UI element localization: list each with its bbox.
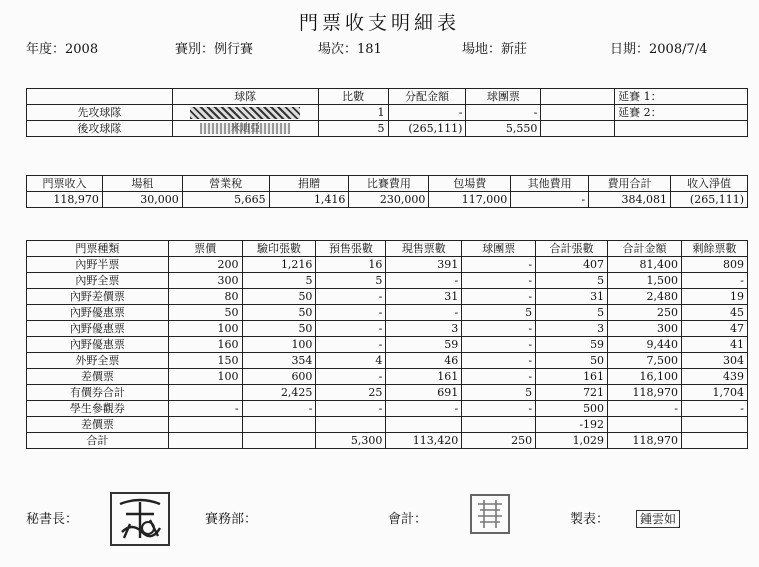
ticket-cell: - bbox=[316, 305, 386, 321]
ticket-cell: 161 bbox=[536, 369, 608, 385]
ticket-cell: 5 bbox=[462, 305, 536, 321]
ticket-header-row bbox=[27, 241, 748, 257]
ticket-cell: 100 bbox=[168, 321, 242, 337]
ticket-cell bbox=[681, 433, 747, 449]
finance-table bbox=[26, 175, 748, 208]
team-table bbox=[26, 88, 748, 137]
ticket-cell: 100 bbox=[242, 337, 316, 353]
ticket-cell: 80 bbox=[168, 289, 242, 305]
ticket-cell: 59 bbox=[536, 337, 608, 353]
postpone-2: 延賽 2： bbox=[615, 105, 748, 121]
ticket-cell: - bbox=[316, 337, 386, 353]
ticket-cell: - bbox=[462, 337, 536, 353]
ticket-cell: - bbox=[462, 273, 536, 289]
ticket-cell: - bbox=[242, 401, 316, 417]
ticket-type: 差價票 bbox=[27, 417, 169, 433]
ticket-cell bbox=[316, 417, 386, 433]
info-venue: 場地：新莊 bbox=[462, 42, 528, 57]
ticket-cell: - bbox=[168, 401, 242, 417]
ticket-row bbox=[27, 353, 748, 369]
ticket-row bbox=[27, 305, 748, 321]
ticket-cell: - bbox=[681, 273, 747, 289]
ticket-cell bbox=[462, 417, 536, 433]
ticket-header: 門票種類 bbox=[27, 241, 169, 257]
ticket-cell: 25 bbox=[316, 385, 386, 401]
finance-header: 收入淨值 bbox=[671, 176, 748, 192]
ticket-cell: 50 bbox=[242, 289, 316, 305]
ticket-cell: - bbox=[608, 401, 682, 417]
finance-header: 場租 bbox=[102, 176, 182, 192]
header-score: 比數 bbox=[318, 89, 388, 105]
postpone-1: 延賽 1： bbox=[615, 89, 748, 105]
ticket-header: 合計金額 bbox=[608, 241, 682, 257]
ticket-row bbox=[27, 433, 748, 449]
ticket-cell bbox=[168, 433, 242, 449]
ticket-header: 剩餘票數 bbox=[681, 241, 747, 257]
header-team: 球隊 bbox=[172, 89, 318, 105]
finance-header: 營業稅 bbox=[182, 176, 269, 192]
finance-header: 其他費用 bbox=[511, 176, 589, 192]
ticket-type: 學生參觀券 bbox=[27, 401, 169, 417]
ticket-cell: - bbox=[386, 401, 462, 417]
ticket-header: 票價 bbox=[168, 241, 242, 257]
finance-header: 比賽費用 bbox=[349, 176, 429, 192]
ticket-cell: 16,100 bbox=[608, 369, 682, 385]
ticket-cell: 1,500 bbox=[608, 273, 682, 289]
page-title: 門票收支明細表 bbox=[298, 12, 460, 34]
ticket-cell: 31 bbox=[536, 289, 608, 305]
finance-value: (265,111) bbox=[671, 192, 748, 208]
ticket-cell: - bbox=[316, 369, 386, 385]
info-year: 年度：2008 bbox=[26, 42, 99, 57]
ticket-type: 差價票 bbox=[27, 369, 169, 385]
ticket-header: 球團票 bbox=[462, 241, 536, 257]
ticket-row bbox=[27, 337, 748, 353]
ticket-cell: 41 bbox=[681, 337, 747, 353]
redacted-team-name bbox=[190, 107, 300, 119]
ticket-cell: 3 bbox=[386, 321, 462, 337]
team-amount: (265,111) bbox=[388, 121, 466, 137]
sig-prepared-label: 製表： bbox=[570, 512, 610, 527]
ticket-cell bbox=[242, 417, 316, 433]
prepared-name-stamp: 鍾雲如 bbox=[636, 510, 680, 528]
ticket-cell: 5 bbox=[316, 273, 386, 289]
ticket-header: 合計張數 bbox=[536, 241, 608, 257]
ticket-cell: 118,970 bbox=[608, 385, 682, 401]
ticket-cell: 1,216 bbox=[242, 257, 316, 273]
ticket-cell: 160 bbox=[168, 337, 242, 353]
ticket-cell bbox=[168, 417, 242, 433]
ticket-row bbox=[27, 369, 748, 385]
ticket-cell: - bbox=[386, 273, 462, 289]
finance-value: 117,000 bbox=[429, 192, 511, 208]
ticket-cell: 3 bbox=[536, 321, 608, 337]
ticket-type: 內野半票 bbox=[27, 257, 169, 273]
ticket-cell: - bbox=[681, 401, 747, 417]
ticket-cell: 100 bbox=[168, 369, 242, 385]
ticket-cell: 118,970 bbox=[608, 433, 682, 449]
team-header-row bbox=[27, 89, 748, 105]
ticket-header: 驗印張數 bbox=[242, 241, 316, 257]
sig-affairs-label: 賽務部： bbox=[205, 512, 258, 527]
ticket-cell bbox=[168, 385, 242, 401]
ticket-cell: 50 bbox=[168, 305, 242, 321]
ticket-row bbox=[27, 385, 748, 401]
ticket-cell: - bbox=[462, 257, 536, 273]
ticket-cell: -192 bbox=[536, 417, 608, 433]
ticket-cell bbox=[681, 417, 747, 433]
ticket-cell: 2,425 bbox=[242, 385, 316, 401]
ticket-cell: - bbox=[316, 401, 386, 417]
ticket-cell: 4 bbox=[316, 353, 386, 369]
finance-header: 門票收入 bbox=[27, 176, 103, 192]
ticket-cell: 5 bbox=[536, 273, 608, 289]
ticket-type: 合計 bbox=[27, 433, 169, 449]
ticket-cell: 59 bbox=[386, 337, 462, 353]
ticket-cell bbox=[608, 417, 682, 433]
ticket-row bbox=[27, 289, 748, 305]
ticket-cell: 50 bbox=[536, 353, 608, 369]
ticket-cell: 45 bbox=[681, 305, 747, 321]
ticket-row bbox=[27, 321, 748, 337]
team-label: 先攻球隊 bbox=[27, 105, 173, 121]
ticket-cell: 50 bbox=[242, 305, 316, 321]
info-type: 賽別：例行賽 bbox=[175, 42, 254, 57]
finance-header: 包場費 bbox=[429, 176, 511, 192]
ticket-cell: 250 bbox=[608, 305, 682, 321]
ticket-cell: 50 bbox=[242, 321, 316, 337]
ticket-cell: 354 bbox=[242, 353, 316, 369]
ticket-row bbox=[27, 417, 748, 433]
team-row-home bbox=[27, 121, 748, 137]
info-game: 場次：181 bbox=[318, 42, 382, 57]
ticket-cell: 113,420 bbox=[386, 433, 462, 449]
ticket-cell: 2,480 bbox=[608, 289, 682, 305]
ticket-cell: 600 bbox=[242, 369, 316, 385]
ticket-cell: 439 bbox=[681, 369, 747, 385]
ticket-type: 外野全票 bbox=[27, 353, 169, 369]
ticket-row bbox=[27, 401, 748, 417]
ticket-cell: - bbox=[386, 305, 462, 321]
ticket-cell: - bbox=[316, 321, 386, 337]
ticket-cell: 5 bbox=[462, 385, 536, 401]
ticket-cell: 5 bbox=[536, 305, 608, 321]
sig-secretary-label: 秘書長： bbox=[26, 512, 79, 527]
secretary-seal-icon bbox=[110, 492, 170, 546]
ticket-cell: 691 bbox=[386, 385, 462, 401]
finance-value: 384,081 bbox=[589, 192, 671, 208]
ticket-cell bbox=[242, 433, 316, 449]
team-ticket: 5,550 bbox=[466, 121, 541, 137]
ticket-type: 內野優惠票 bbox=[27, 337, 169, 353]
finance-header: 費用合計 bbox=[589, 176, 671, 192]
ticket-cell: - bbox=[316, 289, 386, 305]
ticket-cell: 19 bbox=[681, 289, 747, 305]
ticket-cell: - bbox=[462, 401, 536, 417]
ticket-row bbox=[27, 273, 748, 289]
ticket-cell: 150 bbox=[168, 353, 242, 369]
ticket-cell: 200 bbox=[168, 257, 242, 273]
ticket-cell: 161 bbox=[386, 369, 462, 385]
ticket-cell: - bbox=[462, 321, 536, 337]
finance-value: 230,000 bbox=[349, 192, 429, 208]
info-date: 日期：2008/7/4 bbox=[610, 42, 708, 57]
ticket-cell: 250 bbox=[462, 433, 536, 449]
ticket-row bbox=[27, 257, 748, 273]
header-club-ticket: 球團票 bbox=[466, 89, 541, 105]
ticket-type: 內野優惠票 bbox=[27, 305, 169, 321]
team-amount: - bbox=[388, 105, 466, 121]
ticket-table bbox=[26, 240, 748, 449]
ticket-header: 現售票數 bbox=[386, 241, 462, 257]
ticket-cell: 5,300 bbox=[316, 433, 386, 449]
accounting-seal-icon bbox=[470, 494, 510, 534]
ticket-cell: 300 bbox=[608, 321, 682, 337]
ticket-cell: 1,704 bbox=[681, 385, 747, 401]
team-ticket: - bbox=[466, 105, 541, 121]
ticket-cell: - bbox=[462, 289, 536, 305]
ticket-cell: 1,029 bbox=[536, 433, 608, 449]
ticket-cell: 300 bbox=[168, 273, 242, 289]
ticket-type: 內野優惠票 bbox=[27, 321, 169, 337]
sig-accounting-label: 會計： bbox=[388, 512, 428, 527]
team-score: 5 bbox=[318, 121, 388, 137]
ticket-cell: 46 bbox=[386, 353, 462, 369]
finance-value: - bbox=[511, 192, 589, 208]
ticket-type: 內野差價票 bbox=[27, 289, 169, 305]
ticket-cell: 9,440 bbox=[608, 337, 682, 353]
team-score: 1 bbox=[318, 105, 388, 121]
ticket-cell: 47 bbox=[681, 321, 747, 337]
ticket-cell: 721 bbox=[536, 385, 608, 401]
ticket-header: 預售張數 bbox=[316, 241, 386, 257]
ticket-cell: 7,500 bbox=[608, 353, 682, 369]
finance-header-row bbox=[27, 176, 748, 192]
ticket-cell: - bbox=[462, 353, 536, 369]
ticket-cell: 391 bbox=[386, 257, 462, 273]
ticket-cell: 809 bbox=[681, 257, 747, 273]
ticket-cell: 81,400 bbox=[608, 257, 682, 273]
team-name: 米迪亞 bbox=[200, 123, 290, 134]
team-label: 後攻球隊 bbox=[27, 121, 173, 137]
ticket-cell: - bbox=[462, 369, 536, 385]
header-amount: 分配金額 bbox=[388, 89, 466, 105]
finance-value-row bbox=[27, 192, 748, 208]
finance-header: 捐贈 bbox=[269, 176, 349, 192]
team-row-away bbox=[27, 105, 748, 121]
ticket-type: 內野全票 bbox=[27, 273, 169, 289]
finance-value: 118,970 bbox=[27, 192, 103, 208]
finance-value: 30,000 bbox=[102, 192, 182, 208]
ticket-cell: 407 bbox=[536, 257, 608, 273]
ticket-cell: 500 bbox=[536, 401, 608, 417]
ticket-cell: 31 bbox=[386, 289, 462, 305]
finance-value: 1,416 bbox=[269, 192, 349, 208]
ticket-cell: 5 bbox=[242, 273, 316, 289]
ticket-type: 有價券合計 bbox=[27, 385, 169, 401]
finance-value: 5,665 bbox=[182, 192, 269, 208]
ticket-cell: 16 bbox=[316, 257, 386, 273]
ticket-cell: 304 bbox=[681, 353, 747, 369]
ticket-cell bbox=[386, 417, 462, 433]
